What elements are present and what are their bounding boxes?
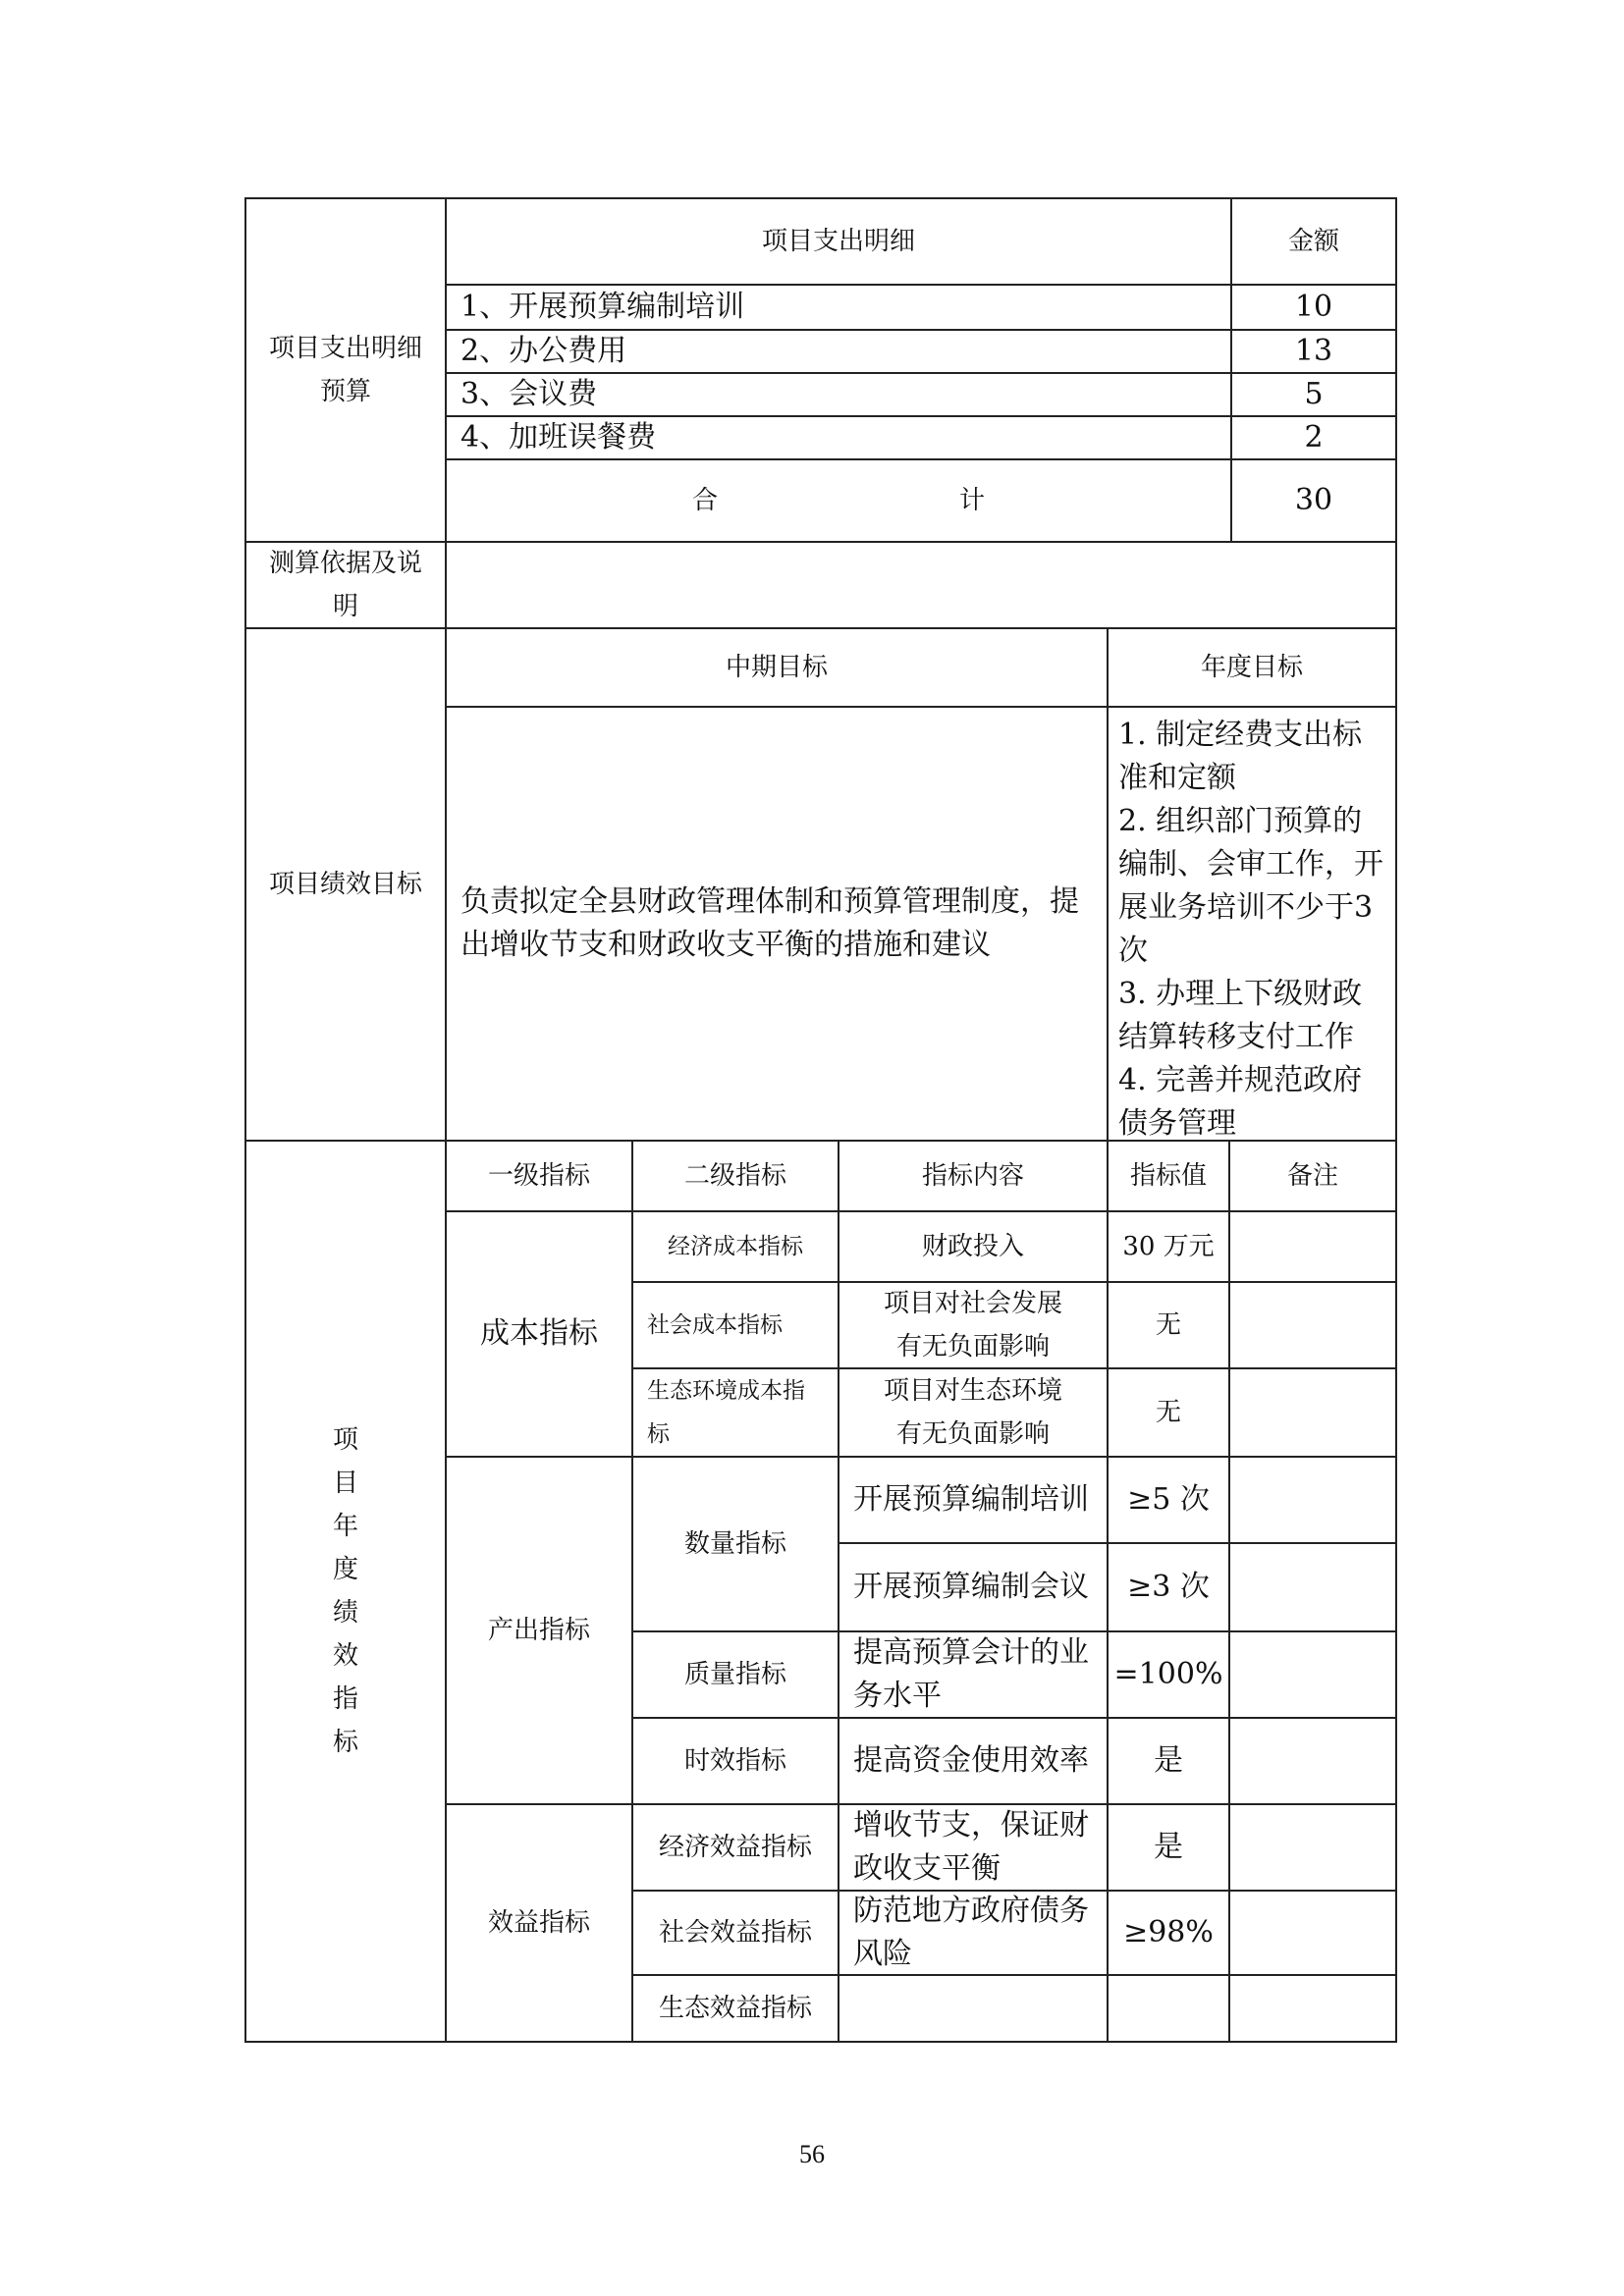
output-content (838, 1542, 1109, 1632)
output-content-text: 开展预算编制培训 (853, 1482, 1089, 1517)
output-value: ≥3 次 (1107, 1542, 1230, 1632)
benefit-content (838, 1974, 1109, 2043)
budget-header-amount: 金额 (1230, 197, 1397, 286)
page-number: 56 (799, 2140, 825, 2168)
budget-total-label (445, 458, 1232, 543)
basis-label-text: 测算依据及说明 (268, 549, 422, 621)
output-value: =100% (1107, 1630, 1230, 1719)
cost-value: 无 (1107, 1281, 1230, 1369)
output-note (1228, 1456, 1397, 1544)
total-label-part: 计 (958, 486, 985, 515)
midterm-text (445, 706, 1109, 1142)
cost-note (1228, 1367, 1397, 1458)
budget-item-name: 4、加班误餐费 (445, 415, 1232, 460)
annual-header: 年度目标 (1107, 627, 1397, 708)
header-level1: 一级指标 (445, 1140, 633, 1212)
benefit-content (838, 1890, 1109, 1976)
benefit-value: 是 (1107, 1803, 1230, 1892)
indicators-label-text: 项目年度绩效指标 (332, 1425, 358, 1757)
header-note: 备注 (1228, 1140, 1397, 1212)
benefit-content-text: 防范地方政府债务风险 (853, 1894, 1089, 1971)
benefit-content (838, 1803, 1109, 1892)
cost-note (1228, 1210, 1397, 1283)
midterm-header: 中期目标 (445, 627, 1109, 708)
header-level2: 二级指标 (631, 1140, 839, 1212)
cost-level2-text: 生态环境成本指标 (647, 1378, 805, 1447)
goals-label: 项目绩效目标 (244, 627, 447, 1142)
output-note (1228, 1542, 1397, 1632)
cost-note (1228, 1281, 1397, 1369)
benefit-content-text: 增收节支，保证财政收支平衡 (853, 1808, 1089, 1886)
basis-content (445, 541, 1397, 629)
budget-item-amount: 13 (1230, 329, 1397, 374)
budget-item-name: 3、会议费 (445, 372, 1232, 417)
benefit-indicator-label: 效益指标 (445, 1803, 633, 2043)
cost-indicator-label: 成本指标 (445, 1210, 633, 1458)
output-indicator-label: 产出指标 (445, 1456, 633, 1805)
header-value: 指标值 (1107, 1140, 1230, 1212)
output-content-text: 开展预算编制会议 (853, 1570, 1089, 1604)
cost-value: 无 (1107, 1367, 1230, 1458)
annual-text (1107, 706, 1397, 1142)
cost-content (838, 1281, 1109, 1369)
quantity-indicator-label: 数量指标 (631, 1456, 839, 1632)
total-label-part: 合 (692, 486, 719, 515)
budget-label (244, 197, 447, 543)
budget-performance-table (244, 197, 1397, 2043)
indicators-label (244, 1140, 447, 2043)
header-content: 指标内容 (838, 1140, 1109, 1212)
output-note (1228, 1630, 1397, 1719)
output-content (838, 1717, 1109, 1805)
benefit-value (1107, 1974, 1230, 2043)
budget-header-detail: 项目支出明细 (445, 197, 1232, 286)
cost-content-text: 项目对生态环境有无负面影响 (883, 1376, 1062, 1449)
budget-total-amount: 30 (1230, 458, 1397, 543)
output-value: 是 (1107, 1717, 1230, 1805)
output-value: ≥5 次 (1107, 1456, 1230, 1544)
output-note (1228, 1717, 1397, 1805)
budget-item-name: 1、开展预算编制培训 (445, 284, 1232, 331)
benefit-level2: 社会效益指标 (631, 1890, 839, 1976)
benefit-note (1228, 1890, 1397, 1976)
quality-indicator-label: 质量指标 (631, 1630, 839, 1719)
output-content-text: 提高预算会计的业务水平 (853, 1635, 1089, 1713)
annual-text-content: 1. 制定经费支出标准和定额 2. 组织部门预算的编制、会审工作，开展业务培训不少于3次 3. 办理上下级财政结算转移支付工作 4. 完善并规范政府债务管理 (1118, 718, 1383, 1141)
benefit-level2: 生态效益指标 (631, 1974, 839, 2043)
cost-level2: 经济成本指标 (631, 1210, 839, 1283)
cost-level2: 社会成本指标 (631, 1281, 839, 1369)
benefit-note (1228, 1974, 1397, 2043)
budget-item-amount: 2 (1230, 415, 1397, 460)
budget-item-amount: 5 (1230, 372, 1397, 417)
output-content (838, 1456, 1109, 1544)
budget-item-name: 2、办公费用 (445, 329, 1232, 374)
output-content-text: 提高资金使用效率 (853, 1743, 1089, 1778)
benefit-value: ≥98% (1107, 1890, 1230, 1976)
cost-content (838, 1367, 1109, 1458)
budget-label-text: 项目支出明细预算 (268, 334, 422, 406)
output-content (838, 1630, 1109, 1719)
cost-level2 (631, 1367, 839, 1458)
basis-label (244, 541, 447, 629)
timeliness-indicator-label: 时效指标 (631, 1717, 839, 1805)
cost-value: 30 万元 (1107, 1210, 1230, 1283)
cost-content-text: 项目对社会发展有无负面影响 (883, 1289, 1062, 1362)
benefit-level2: 经济效益指标 (631, 1803, 839, 1892)
benefit-note (1228, 1803, 1397, 1892)
cost-content: 财政投入 (838, 1210, 1109, 1283)
budget-item-amount: 10 (1230, 284, 1397, 331)
midterm-text-content: 负责拟定全县财政管理体制和预算管理制度，提出增收节支和财政收支平衡的措施和建议 (460, 884, 1079, 962)
